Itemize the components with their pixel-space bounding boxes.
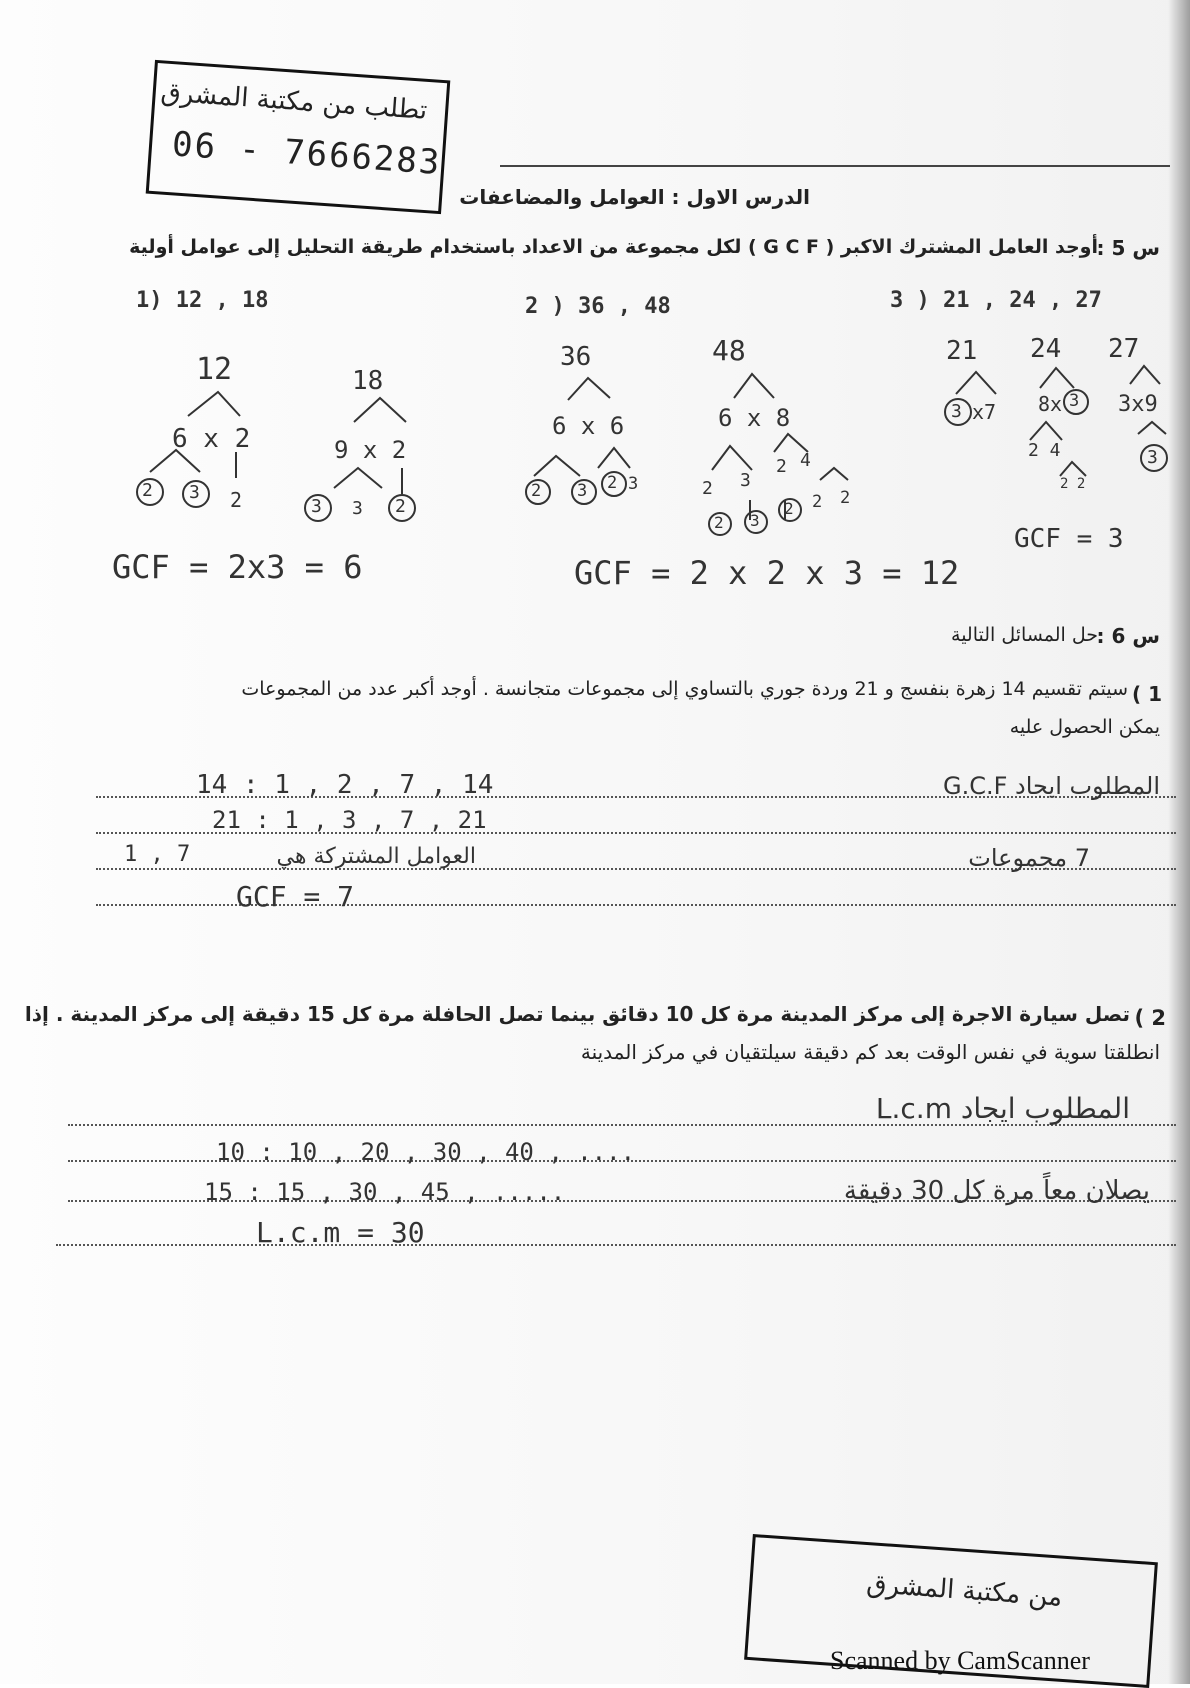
stamp-library-name: من مكتبة المشرق	[865, 1569, 1064, 1613]
q6-p2-line1: تصل سيارة الاجرة إلى مركز المدينة مرة كل 10 دقائق بينما تصل الحافلة مرة كل 15 دقيقة إلى مركز المدينة . إذا	[24, 1002, 1130, 1026]
tree-24-sub: 2 2	[1060, 476, 1086, 492]
tree-27-root: 27	[1108, 334, 1140, 364]
tree-48-leaf: 2	[776, 456, 787, 477]
scanner-footer: Scanned by CamScanner	[830, 1646, 1090, 1675]
tree-21-factor: x7	[972, 400, 997, 424]
q6-p1-line1: سيتم تقسيم 14 زهرة بنفسج و 21 وردة جوري بالتساوي إلى مجموعات متجانسة . أوجد أكبر عدد من المجموعات	[241, 678, 1128, 700]
tree-12-leaf: 2	[230, 488, 243, 512]
tree-12-leaf: 3	[189, 482, 200, 503]
tree-24-root: 24	[1030, 334, 1062, 364]
q6-p1-line2: يمكن الحصول عليه	[1009, 716, 1160, 738]
lesson-title: الدرس الاول : العوامل والمضاعفات	[459, 185, 810, 209]
tree-48-leaf: 2	[840, 488, 851, 508]
q5-label: س 5 :	[1096, 236, 1160, 260]
tree-48-leaf: 2	[714, 513, 724, 532]
p2-answer-multiples-10: 10 : 10 , 20 , 30 , 40 , ....	[216, 1138, 636, 1166]
tree-48-leaf: 2	[702, 478, 713, 499]
p2-answer-multiples-15: 15 : 15 , 30 , 45 , .....	[204, 1178, 566, 1206]
tree-27-leaf: 3	[1147, 447, 1158, 468]
q5-part1-gcf: GCF = 2x3 = 6	[112, 548, 363, 586]
p1-answer-gcf: GCF = 7	[236, 880, 355, 913]
tree-12-leaf: 2	[142, 480, 153, 501]
p1-answer-common-label: العوامل المشتركة هي	[276, 844, 476, 869]
tree-48-leaf: 3	[740, 470, 751, 491]
answer-line	[56, 1244, 1176, 1246]
tree-48-root: 48	[712, 334, 746, 367]
tree-24-sub: 2 4	[1028, 440, 1061, 461]
tree-12-mid: 6 x 2	[172, 424, 251, 454]
q5-part2-label: 2 ) 36 , 48	[525, 294, 671, 319]
q5-part3-gcf: GCF = 3	[1014, 524, 1124, 554]
tree-36-leaf: 2	[607, 473, 618, 493]
tree-36-mid: 6 x 6	[552, 412, 625, 440]
tree-48-leaf: 2	[812, 492, 823, 512]
q6-text: حل المسائل التالية	[951, 624, 1098, 646]
tree-24-factor: 8x	[1038, 392, 1063, 416]
tree-48-leaf: 4	[800, 450, 811, 471]
tree-36-root: 36	[560, 342, 592, 372]
tree-18-leaf: 3	[352, 498, 363, 519]
p2-answer-lcm: L.c.m = 30	[256, 1216, 425, 1249]
q5-text: أوجد العامل المشترك الاكبر ( G C F ) لكل مجموعة من الاعداد باستخدام طريقة التحليل إلى عوامل أولية	[129, 236, 1098, 258]
tree-18-root: 18	[352, 366, 384, 396]
tree-18-leaf: 3	[311, 496, 322, 517]
p2-answer-required: المطلوب ايجاد L.c.m	[875, 1092, 1130, 1125]
stamp-library-name: تطلب من مكتبة المشرق	[159, 77, 429, 126]
q6-p2-number: 2 )	[1134, 1006, 1166, 1030]
tree-48-leaf: 2	[784, 499, 794, 518]
q5-part3-label: 3 ) 21 , 24 , 27	[890, 288, 1102, 313]
p1-answer-common: 1 , 7	[124, 842, 191, 867]
tree-36-leaf: 3	[577, 481, 588, 501]
tree-24-leaf: 3	[1069, 391, 1080, 411]
tree-48-leaf: 3	[750, 511, 760, 530]
tree-21-leaf: 3	[951, 401, 962, 422]
tree-18-leaf: 2	[395, 496, 406, 517]
tree-27-factor: 3x9	[1118, 392, 1158, 417]
stamp-phone: 06 - 7666283	[170, 124, 443, 184]
tree-36-leaf: 3	[628, 474, 639, 494]
q5-part2-gcf: GCF = 2 x 2 x 3 = 12	[574, 554, 960, 592]
q6-label: س 6 :	[1096, 624, 1160, 648]
p1-answer-groups: 7 مجموعات	[968, 844, 1090, 872]
tree-18-mid: 9 x 2	[334, 436, 407, 464]
tree-36-leaf: 2	[531, 481, 542, 501]
q6-p2-line2: انطلقتا سوية في نفس الوقت بعد كم دقيقة سيلتقيان في مركز المدينة	[580, 1040, 1160, 1064]
p1-answer-factors-21: 21 : 1 , 3 , 7 , 21	[212, 806, 487, 834]
q6-p1-number: 1 )	[1131, 682, 1162, 706]
tree-12-root: 12	[196, 352, 233, 387]
tree-48-mid: 6 x 8	[718, 404, 791, 432]
q5-part1-label: 1) 12 , 18	[136, 288, 269, 313]
tree-21-root: 21	[946, 336, 978, 366]
p1-answer-required: المطلوب ايجاد G.C.F	[943, 772, 1160, 800]
p1-answer-factors-14: 14 : 1 , 2 , 7 , 14	[196, 770, 494, 800]
p2-answer-meet: يصلان معاً مرة كل 30 دقيقة	[843, 1176, 1150, 1206]
